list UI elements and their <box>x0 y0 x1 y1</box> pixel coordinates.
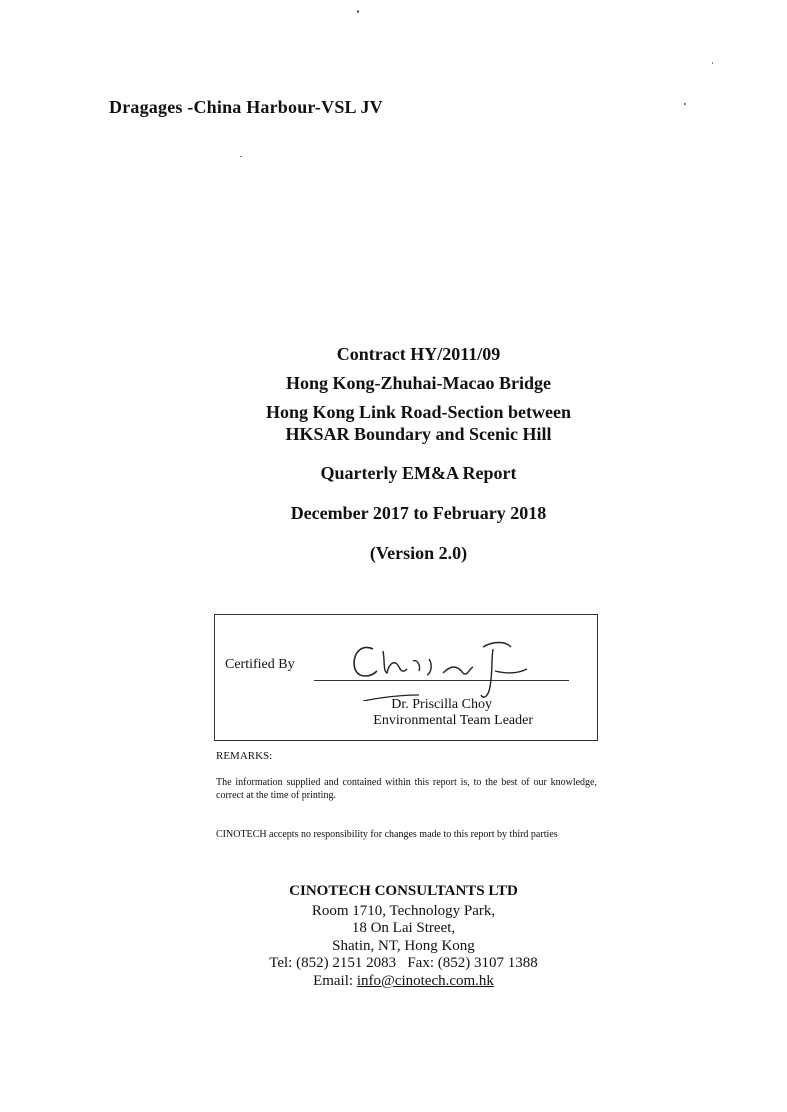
scan-speck <box>712 62 713 64</box>
address-line-2: 18 On Lai Street, <box>351 920 456 936</box>
remarks-text: The information supplied and contained within this report is, to the best of our knowledge, correct at the time of printing. <box>216 777 597 801</box>
email-link[interactable]: info@cinotech.com.hk <box>356 972 494 989</box>
header-company: Dragages -China Harbour-VSL JV <box>109 97 383 117</box>
disclaimer-text: CINOTECH accepts no responsibility for changes made to this report by third parties <box>216 829 558 840</box>
email-line <box>20 973 787 991</box>
email-label: Email: <box>313 972 357 989</box>
report-title: Quarterly EM&A Report <box>320 463 517 483</box>
title-block <box>0 343 787 564</box>
report-period: December 2017 to February 2018 <box>290 503 547 523</box>
report-version: (Version 2.0) <box>369 543 468 563</box>
section-line-2: HKSAR Boundary and Scenic Hill <box>285 424 552 444</box>
contract-number: Contract HY/2011/09 <box>336 344 501 364</box>
scan-speck <box>240 156 242 157</box>
certified-by-label: Certified By <box>225 657 295 672</box>
project-name: Hong Kong-Zhuhai-Macao Bridge <box>285 373 552 393</box>
section-line-1: Hong Kong Link Road-Section between <box>265 402 572 422</box>
scan-speck <box>357 10 359 13</box>
address-line-3: Shatin, NT, Hong Kong <box>332 937 475 954</box>
footer-company: CINOTECH CONSULTANTS LTD <box>289 883 518 899</box>
remarks-title: REMARKS: <box>216 750 273 762</box>
phone-fax: Tel: (852) 2151 2083 Fax: (852) 3107 1388 <box>269 955 538 971</box>
certification-box <box>214 614 598 741</box>
signatory-name: Dr. Priscilla Choy <box>391 697 492 712</box>
footer-contact <box>0 883 787 990</box>
handwritten-signature <box>343 621 543 701</box>
address-line-1: Room 1710, Technology Park, <box>311 902 496 919</box>
signatory-role: Environmental Team Leader <box>373 713 533 728</box>
scan-speck <box>684 103 686 105</box>
